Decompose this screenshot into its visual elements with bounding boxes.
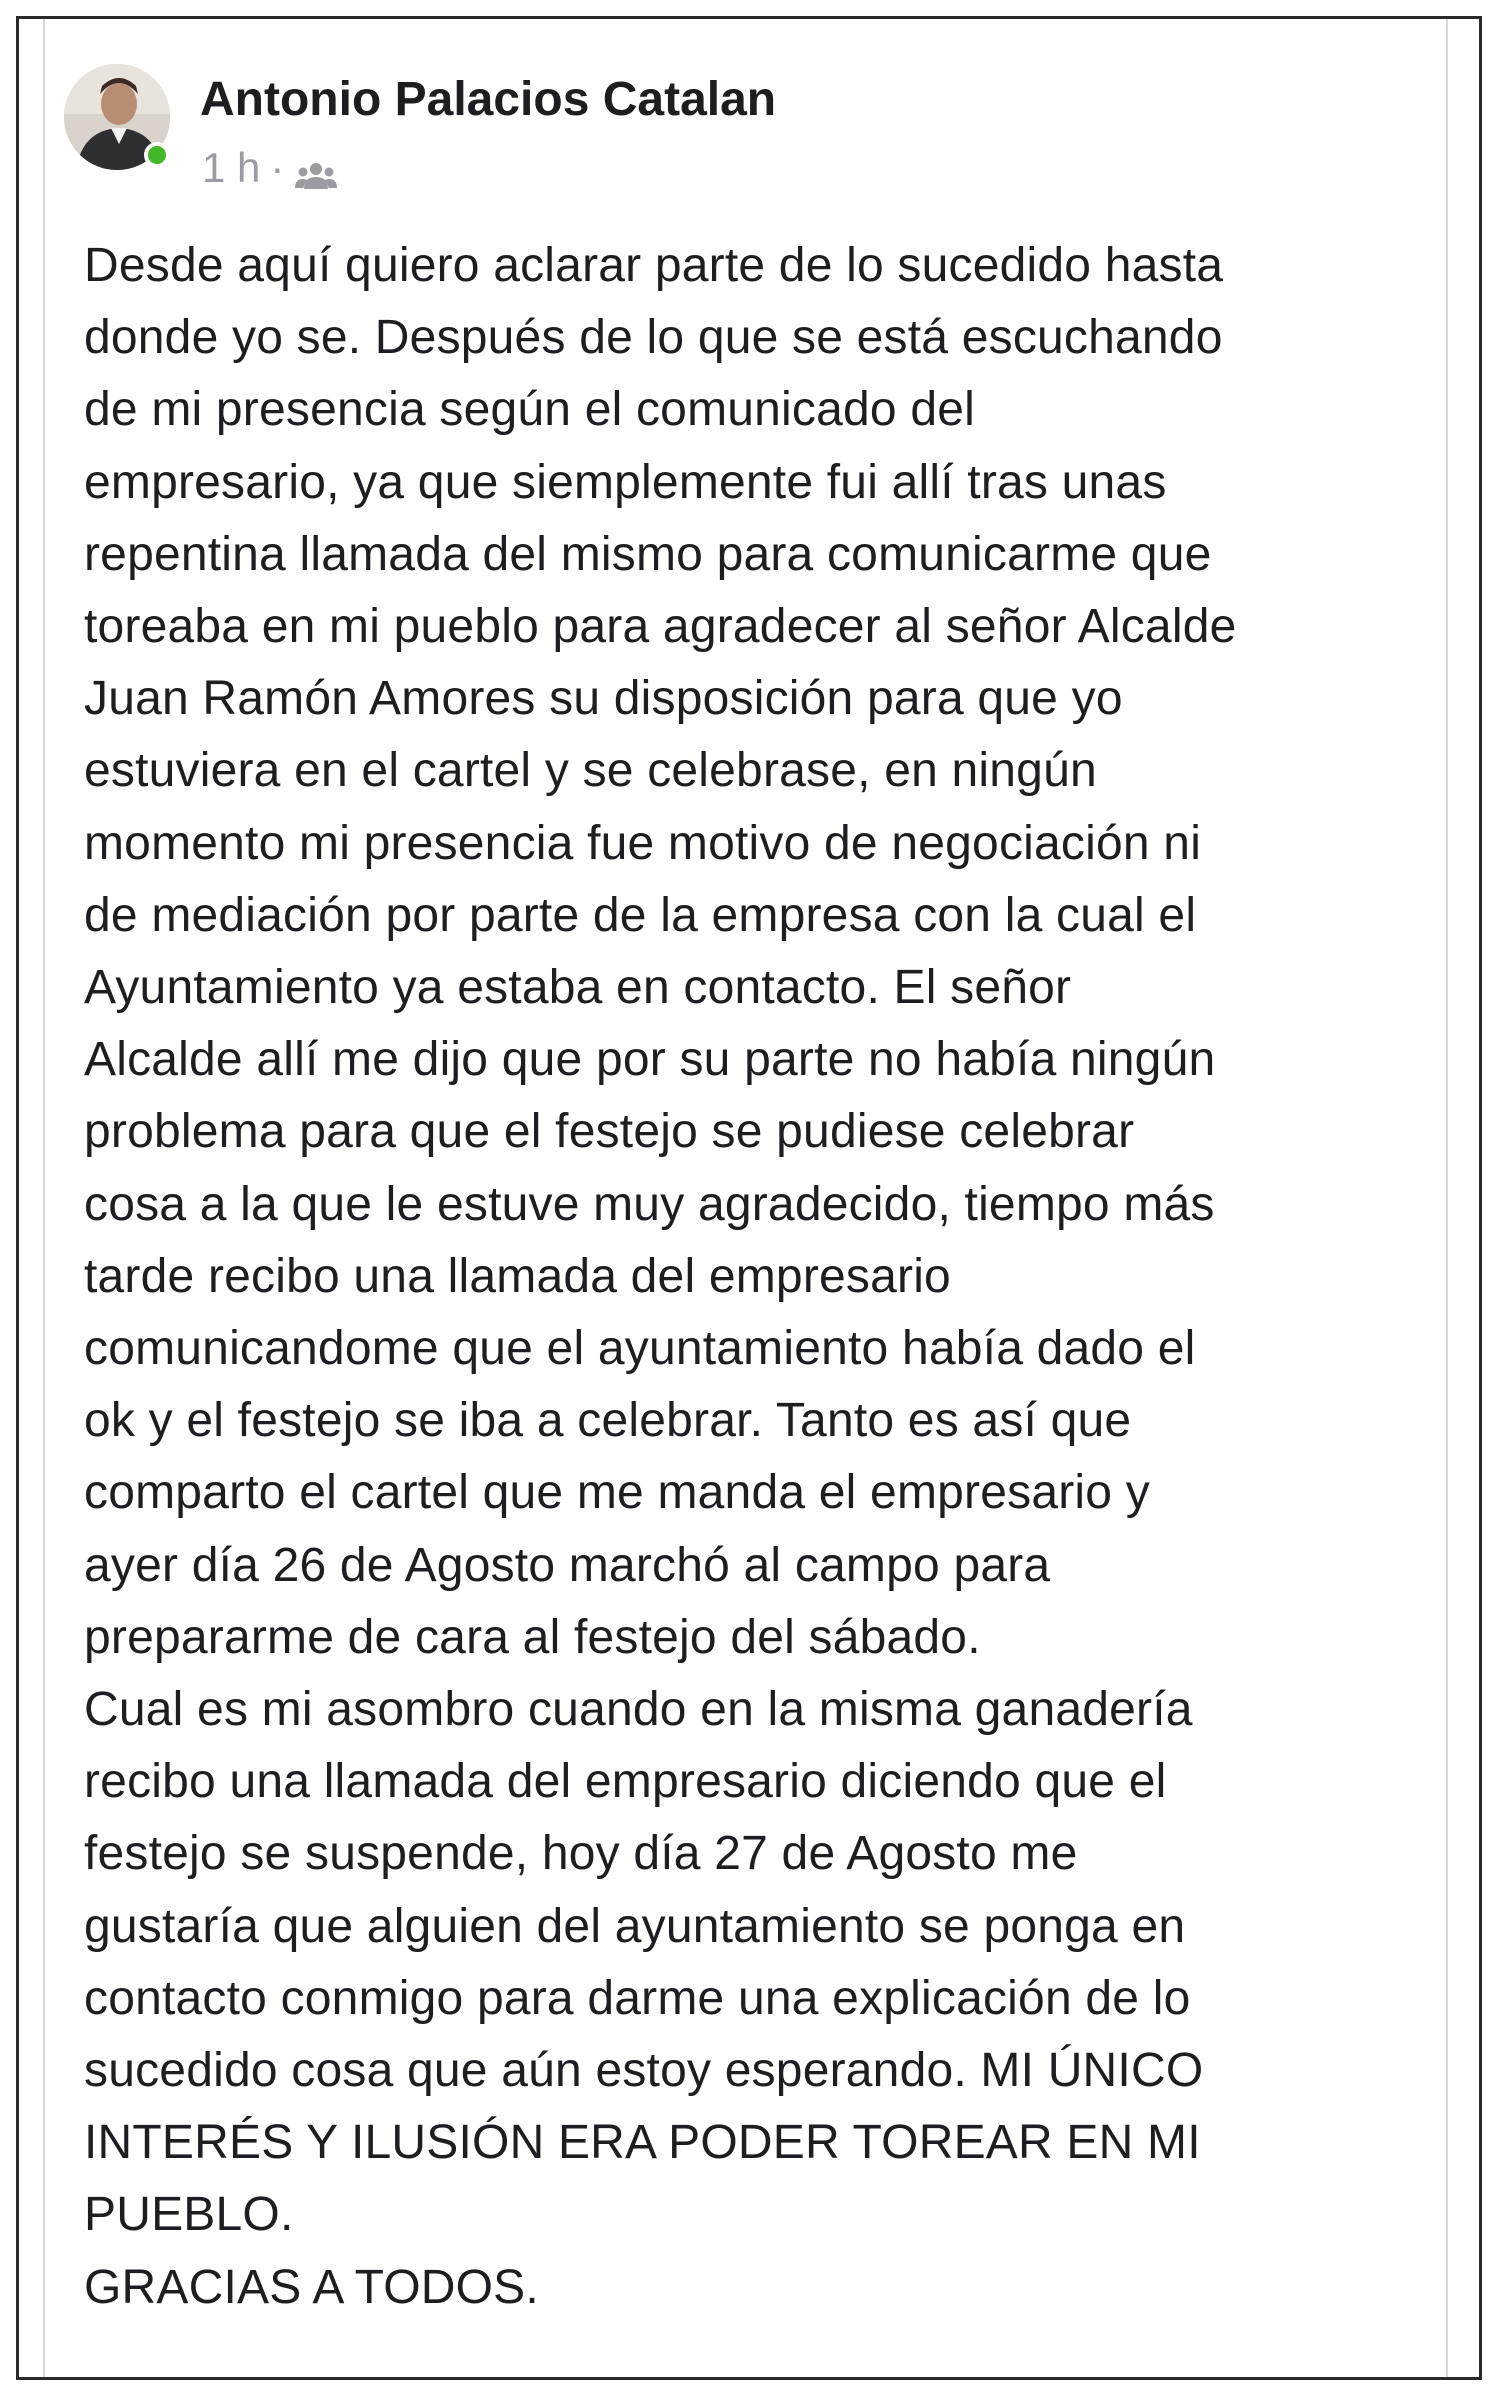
- post-meta: [202, 144, 338, 192]
- post-timestamp[interactable]: 1 h: [202, 144, 261, 191]
- online-status-icon: [144, 142, 170, 168]
- meta-separator: ·: [270, 144, 285, 191]
- post-text: Desde aquí quiero aclarar parte de lo sucedido hasta donde yo se. Después de lo que se está escuchando de mi presencia según el comunicado del empresario, ya que siemplemente fui allí tras unas repentina llamada del mismo para comunicarme que toreaba en mi pueblo para agradecer al señor Alcalde Juan Ramón Amores su disposición para que yo estuviera en el cartel y se celebrase, en ningún momento mi presencia fue motivo de negociación ni de mediación por parte de la empresa con la cual el Ayuntamiento ya estaba en contacto. El señor Alcalde allí me dijo que por su parte no había ningún problema para que el festejo se pudiese celebrar cosa a la que le estuve muy agradecido, tiempo más tarde recibo una llamada del empresario comunicandome que el ayuntamiento había dado el ok y el festejo se iba a celebrar. Tanto es así que comparto el cartel que me manda el empresario y ayer día 26 de Agosto marchó al campo para prepararme de cara al festejo del sábado. Cual es mi asombro cuando en la misma ganadería recibo una llamada del empresario diciendo que el festejo se suspende, hoy día 27 de Agosto me gustaría que alguien del ayuntamiento se ponga en contacto conmigo para darme una explicación de lo sucedido cosa que aún estoy esperando. MI ÚNICO INTERÉS Y ILUSIÓN ERA PODER TOREAR EN MI PUEBLO. GRACIAS A TODOS.: [84, 239, 1237, 2314]
- author-name[interactable]: Antonio Palacios Catalan: [200, 73, 777, 126]
- post-header: [64, 54, 1264, 194]
- friends-icon[interactable]: [294, 153, 338, 183]
